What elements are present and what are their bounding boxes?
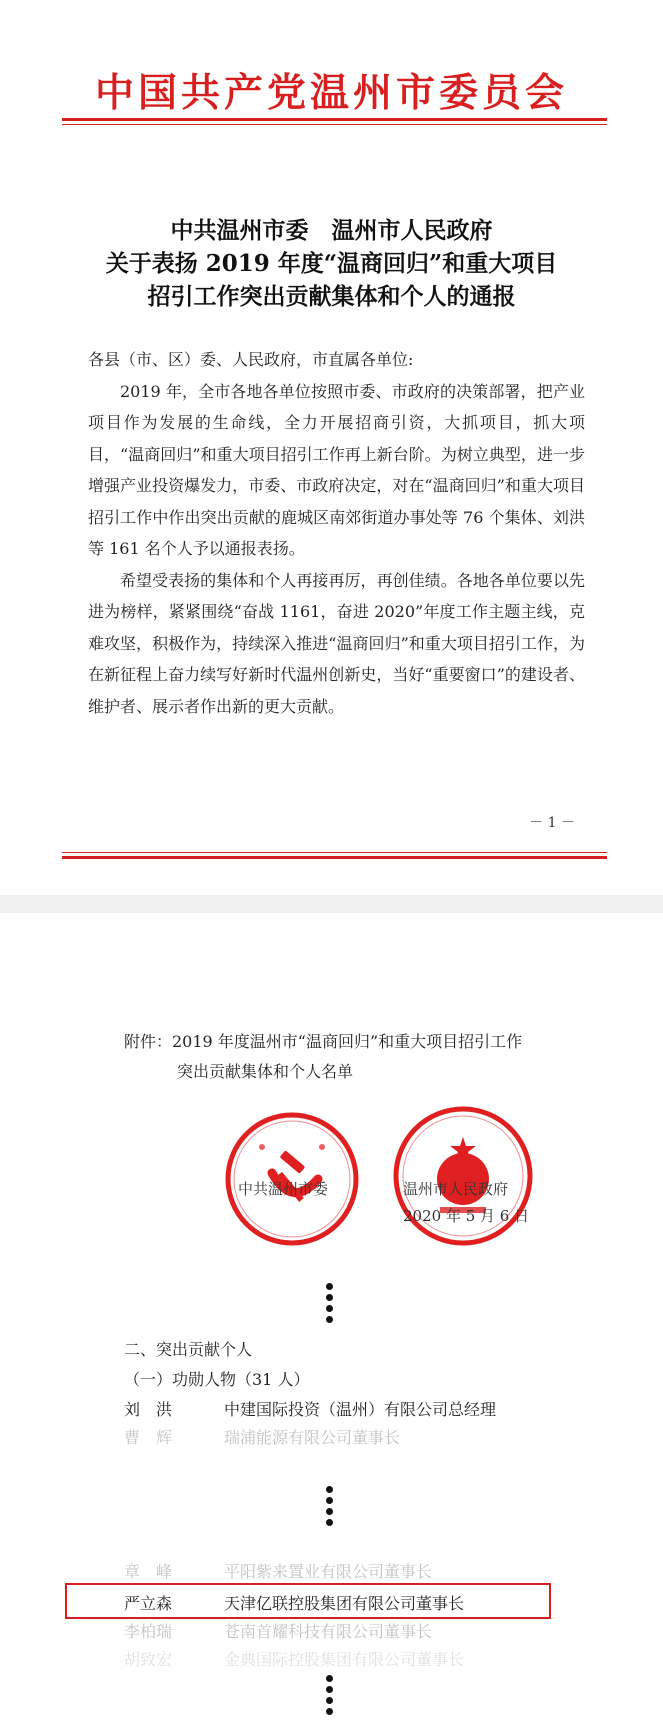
highlight-box xyxy=(65,1583,551,1619)
subsection-title: （一）功勋人物（31 人） xyxy=(124,1370,310,1389)
person-name: 胡致宏 xyxy=(124,1650,173,1669)
title-line-1: 中共温州市委 温州市人民政府 xyxy=(170,217,493,244)
list-item xyxy=(124,1397,584,1420)
title-line-2: 关于表扬 2019 年度“温商回归”和重大项目 xyxy=(105,250,558,277)
list-item xyxy=(124,1647,584,1670)
person-title: 中建国际投资（温州）有限公司总经理 xyxy=(224,1400,497,1419)
attachment-line-1: 附件：2019 年度温州市“温商回归”和重大项目招引工作 xyxy=(124,1032,523,1051)
page-separator xyxy=(0,895,663,913)
masthead-rule-thin xyxy=(62,124,607,125)
section-title: 二、突出贡献个人 xyxy=(124,1340,253,1359)
ellipsis-dots-3 xyxy=(326,1675,334,1719)
paragraph-1: 2019 年，全市各地各单位按照市委、市政府的决策部署，把产业项目作为发展的生命线，全力开展招商引资，大抓项目，抓大项目，“温商回归”和重大项目招引工作再上新台阶。为树立典型，进一步增强产业投资爆发力，市委、市政府决定，对在“温商回归”和重大项目招引工作中作出突出贡献的鹿城区南郊街道办事处等 76 个集体、刘洪等 161 名个人予以通报表扬。 xyxy=(88,381,585,558)
ellipsis-dots-1 xyxy=(326,1283,334,1327)
person-title: 天津亿联控股集团有限公司董事长 xyxy=(224,1594,465,1613)
person-name: 曹 辉 xyxy=(124,1428,173,1447)
list-item xyxy=(124,1619,584,1642)
sign-left: 中共温州市委 xyxy=(238,1180,329,1198)
sign-right: 温州市人民政府 xyxy=(403,1180,509,1198)
person-name: 刘 洪 xyxy=(124,1400,173,1419)
person-name: 李柏瑞 xyxy=(124,1622,173,1641)
person-name: 章 峰 xyxy=(124,1562,173,1581)
paragraph-2: 希望受表扬的集体和个人再接再厉，再创佳绩。各地各单位要以先进为榜样，紧紧围绕“奋战 1161，奋进 2020”年度工作主题主线，克难攻坚，积极作为，持续深入推进“温商回归”和重大项目招引工作，为在新征程上奋力续写好新时代温州创新史，当好“重要窗口”的建设者、维护者、展示者作出新的更大贡献。 xyxy=(88,570,585,716)
document-date: 2020 年 5 月 6 日 xyxy=(403,1207,530,1225)
list-item xyxy=(124,1425,584,1448)
footer-rule-thin xyxy=(62,852,607,853)
page-number: － 1 － xyxy=(529,815,575,831)
person-title: 瑞浦能源有限公司董事长 xyxy=(224,1428,401,1447)
person-title: 金典国际控股集团有限公司董事长 xyxy=(224,1650,465,1669)
list-item xyxy=(124,1559,584,1582)
government-seal-icon xyxy=(390,1103,536,1249)
attachment-note xyxy=(124,1027,604,1087)
ellipsis-dots-2 xyxy=(326,1486,334,1530)
person-title: 苍南首耀科技有限公司董事长 xyxy=(224,1622,433,1641)
person-title: 平阳紫来置业有限公司董事长 xyxy=(224,1562,433,1581)
footer-rule-thick xyxy=(62,856,607,859)
masthead-title: 中国共产党温州市委员会 xyxy=(94,71,568,116)
salutation: 各县（市、区）委、人民政府，市直属各单位: xyxy=(88,350,414,369)
body-text xyxy=(88,344,585,722)
attachment-line-2: 突出贡献集体和个人名单 xyxy=(177,1062,354,1081)
masthead-rule-thick xyxy=(62,118,607,121)
title-line-3: 招引工作突出贡献集体和个人的通报 xyxy=(147,283,516,310)
person-name: 严立森 xyxy=(124,1594,173,1613)
